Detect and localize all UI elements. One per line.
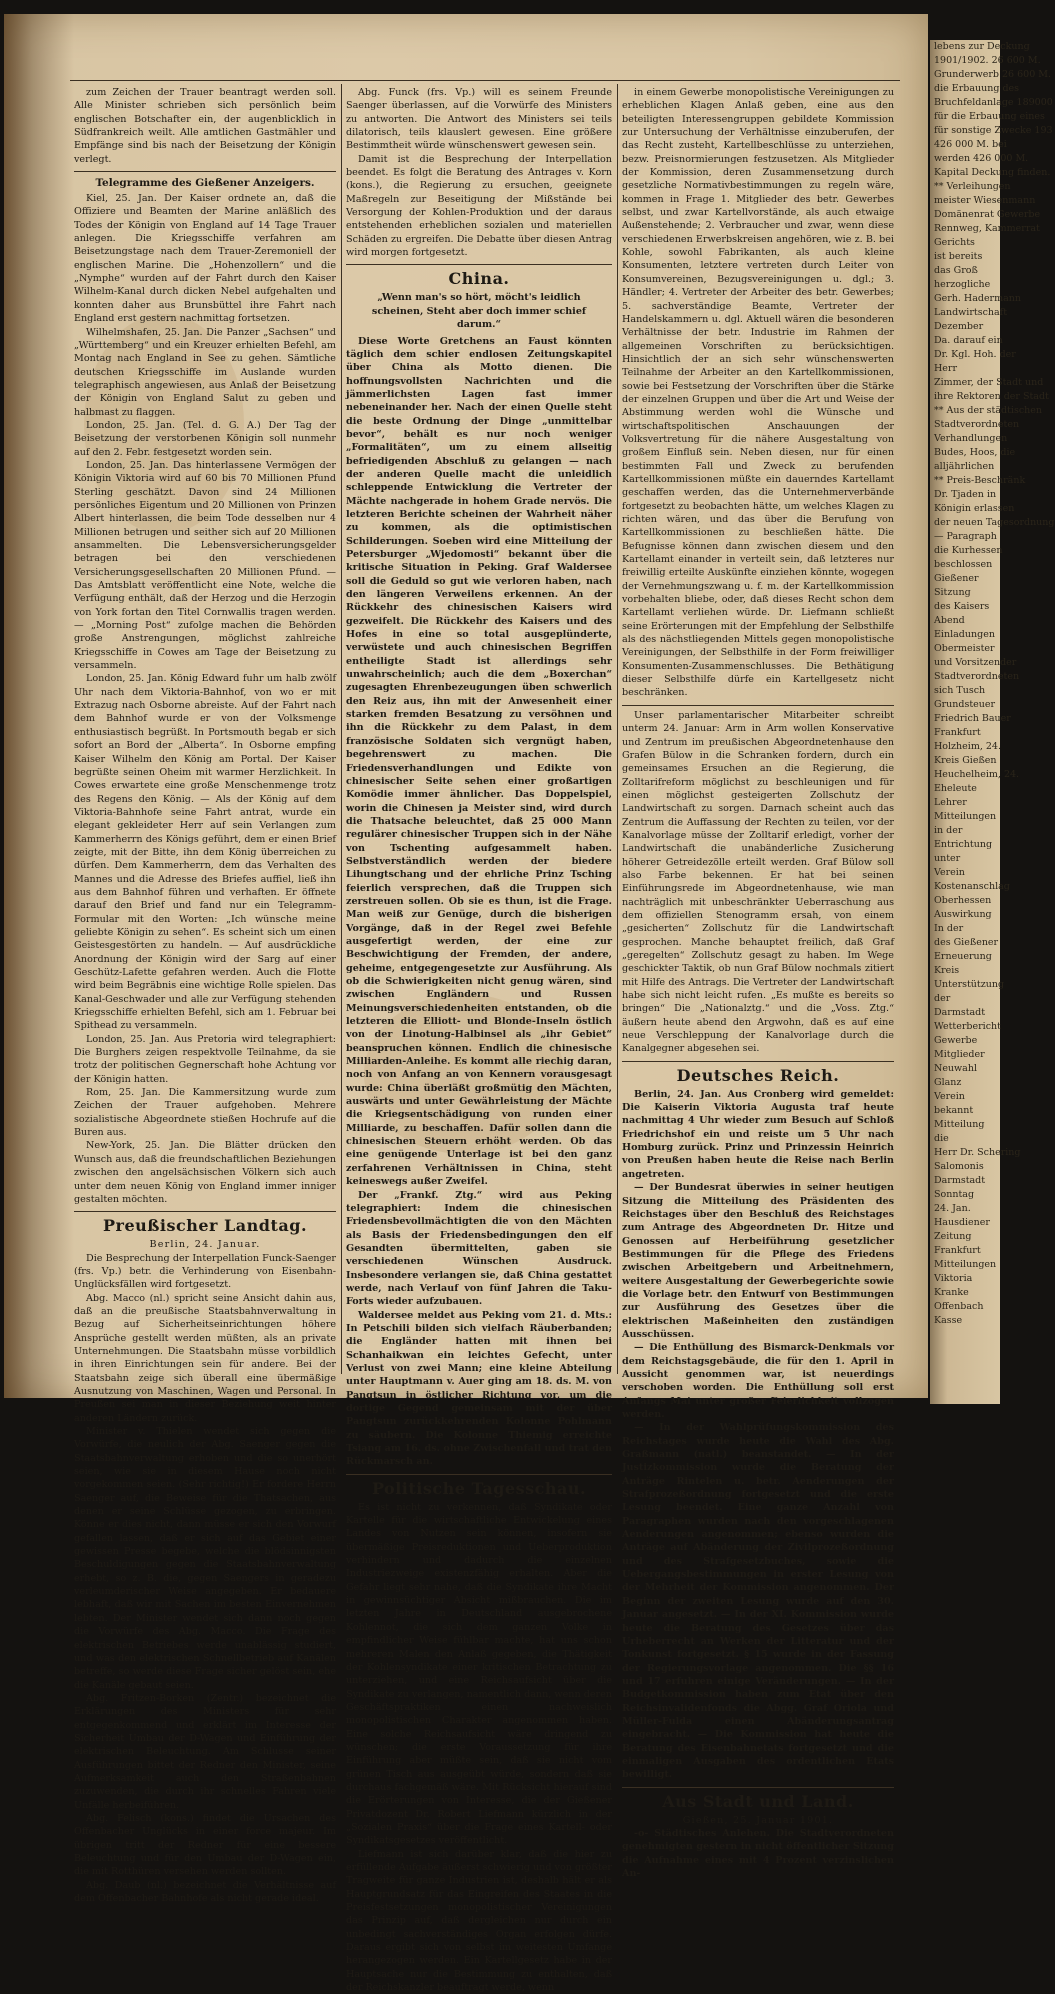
article-paragraph: — Der Bundesrat überwies in seiner heutigen Sitzung die Mitteilung des Präsidenten des Reichstages über den Beschluß des Reichstages zum Antrage des Abgeordneten Dr. Hitze und Genossen auf Herbeiführung gesetzlicher Bestimmungen für die Pflege des Friedens zwischen Arbeitgebern und Arbeitnehmern, weitere Ausgestaltung der Gewerbegerichte sowie die Vorlage betr. den Entwurf von Bestimmungen zur Ausführung des Gesetzes über die elektrischen Maßeinheiten den zuständigen Ausschüssen. [622,1182,894,1340]
article-paragraph: Abg. Daub (nl.) bezeichnet die Verhältnisse auf dem Offenbacher Bahnhofe als nicht gerade ideal. [74,1879,336,1905]
adjacent-page-line: Stadtverordneten [934,671,1020,682]
adjacent-page-line: Gewerbe [934,1035,978,1046]
dateline: Berlin, 24. Januar. [149,1239,261,1251]
adjacent-page-line: Kreis [934,965,960,976]
section-rule [622,1061,894,1062]
adjacent-page-line: Zimmer, der Stadt und [934,377,1044,388]
article-paragraph: Abg. Fritzen-Borken (Zentr.) bezeichnet die Erklärungen des Ministers für sehr entgegenkommend und erklärt im Interesse der Sicherheit Umbau der D-Wagen und Einführung der elektrischen Beleuchtung. Am Schlusse seiner Ausführungen bittet der Redner den Minister, seine Aufmerksamkeit auch den Straßenbahnen zuzuwenden, die durch ihr schnelles Fahren viele Unfälle herbeiführen. [74,1692,336,1811]
adjacent-page-line: lebens zur Deckung [934,41,1030,52]
article-paragraph: Liefmann ist sich darüber klar, daß die hier zu erfüllende Aufgabe äußerst schwierig und von größter Tragweite für ganze Industrien ist, deshalb hält er als Hauptgrundsatz für das Eingreifen des Staates in die Preisfestsetzungen monopolistischer Vereinigungen das Prinzip auf, daß dergleichen nur durch ein unbedingt sachverständiges Organ erfolgen dürfe. Daraus ergibt sich von selbst im weitesten Umfange herangezogen werden. Ein Kartellgesetz habe in der Hauptsache nur die Bestimmung zu enthalten, daß der Reichskanzler beauftragt werde, wenn [346,1848,612,1994]
article-paragraph: Der „Frankf. Ztg.“ wird aus Peking telegraphiert: Indem die chinesischen Friedensbevollmächtigten die von den Mächten als Basis der Friedensbedingungen den elf Gesandten übermittelten, gaben sie verschiedenen Wünschen Ausdruck. Insbesondere verlangen sie, daß China gestattet werde, nach Verlauf von fünf Jahren die Taku-Forts wieder aufzubauen. [346,1189,612,1308]
adjacent-page-line: der [934,993,951,1004]
article-paragraph: Kiel, 25. Jan. Der Kaiser ordnete an, daß die Offiziere und Beamten der Marine anläßlich des Todes der Königin von England auf 14 Tage Trauer anlegen. Die Kriegsschiffe verfahren am Beisetzungstage nach dem Trauer-Zeremoniell der englischen Marine. Die „Hohenzollern“ und die „Nymphe“ wurden auf der Fahrt durch den Kaiser Wilhelm-Kanal durch dicken Nebel aufgehalten und konnten daher aus Brunsbüttel ihre Fahrt nach England erst gestern nachmittag fortsetzen. [74,193,336,325]
section-rule [346,1474,612,1475]
adjacent-page-line: Kapital Deckung finden. [934,167,1051,178]
column-rule [617,84,618,1374]
article-paragraph: Diese Worte Gretchens an Faust könnten täglich dem schier endlosen Zeitungskapitel über China als Motto dienen. Die hoffnungsvollsten Nachrichten und die jämmerlichsten Lagen fast immer nebeneinander her. Nach der einen Quelle steht die beste Ordnung der Dinge „unmittelbar bevor“, behält es nur noch weniger „Formalitäten“, um zu einem allseitig befriedigenden Abschluß zu gelangen — nach der anderen Quelle macht die unleidlich schleppende Entwicklung die Vertreter der Mächte nachgerade in hohem Grade nervös. Die letzteren Berichte scheinen der Wahrheit näher zu kommen, als die optimistischen Schilderungen. Soeben wird eine Mitteilung der Petersburger „Wjedomosti“ bekannt über die kritische Situation in Peking. Graf Waldersee soll die Geduld so gut wie verloren haben, nach den längeren Verweilens erkennen. An der Rückkehr des chinesischen Kaisers wird gezweifelt. Die Rückkehr des Kaisers und des Hofes in eine so total ausgeplünderte, verwüstete und auch chinesischen Begriffen entheiligte Stadt ist allerdings sehr unwahrscheinlich; auch die dem „Boxerchan“ zugesagten Ehrenbezeugungen üben schwerlich den Reiz aus, ihn mit der Anwesenheit einer starken fremden Besatzung zu versöhnen und ihn die Rückkehr zu dem Palast, in dem französische Soldaten sich vergnügt haben, begehrenswert zu machen. Die Friedensverhandlungen und Edikte von chinesischer Seite sehen einer großartigen Komödie immer ähnlicher. Das Doppelspiel, worin die Chinesen ja Meister sind, wird durch die Thatsache beleuchtet, daß 25 000 Mann regulärer chinesischer Truppen sich in der Nähe von Tschenting aufgesammelt haben. Selbstverständlich werden der biedere Lihungtschang und der ehrliche Prinz Tsching feierlich versprechen, daß die Truppen sich zerstreuen sollen. Ob sie es thun, ist die Frage. Man weiß zur Genüge, durch die bisherigen Vorgänge, daß in der Regel zwei Befehle ausgefertigt werden, der eine zur Beschwichtigung der Fremden, der andere, geheime, entgegengesetzte zur Ausführung. Als ob die Schwierigkeiten nicht genug wären, sind zwischen Engländern und Russen Meinungsverschiedenheiten entstanden, ob die letzteren die Elliott- und Blonde-Inseln östlich von der Linotung-Halbinsel als „ihr Gebiet“ beanspruchen können. Endlich die chinesische Milliarden-Anleihe. Es kommt alle riechig daran, noch von Anfang an von Kennern vorausgesagt wurde: China überläßt großmütig den Mächten, auswärts und unter Gewährleistung der Mächte die Kriegsentschädigung von runden einer Milliarde, zu beschaffen. Dafür sollen dann die chinesischen Steuern erhöht werden. Ob das eine genügende Unterlage ist bei den ganz zerfahrenen Verhältnissen in China, steht keineswegs außer Zweifel. [346,335,612,1188]
article-paragraph: — In der Wahlprüfungskommission des Reichstages wurde heute die Wahl des Abg. Graßmann (natl.) beanstandet. — In der Justizkommission wurde die Beratung der Anträge Rintelen u. betr. Aenderungen der Strafprozeßordnung fortgesetzt und die erste Lesung beendet. Eine ganze Anzahl von Paragraphen wurden nach den vorgeschlagenen Aenderungen angenommen; ebenso wurden die Anträge auf Abänderung der Zivilprozeßordnung und des Strafgesetzbuches, sowie die Uebergangsbestimmungen in erster Lesung von der Mehrheit der Kommission angenommen. Der Beginn der zweiten Lesung wurde auf den 30. Januar angesetzt. — In der XI. Kommission wurde heute die Beratung des Gesetzes über das Urheberrecht an Werken der Litteratur und der Tonkunst fortgesetzt. § 15 wurde in der Fassung der Regierungsvorlage angenommen. Die §§ 16 und 17 erfuhren einige Veränderungen. — In der Budgetkommission haben zum Etat über den Reichsinvalidenfonds die Abgg. Graf Oriola und Müller-Fulda einen Abänderungsantrag eingebracht. — Die Kommission hat heute die Beratung des Eisenbahnetats fortgesetzt und die einmaligen Ausgaben des ordentlichen Etats bewilligt. [622,1422,894,1781]
adjacent-page-line: für sonstige Zwecke 193 [934,125,1053,136]
adjacent-page-line: Sonntag [934,1189,975,1200]
adjacent-page-line: in der [934,825,963,836]
article-paragraph: Abg. Funck (frs. Vp.) will es seinem Freunde Saenger überlassen, auf die Vorwürfe des Ministers zu antworten. Die Antwort des Ministers sei teils dilatorisch, teils klauslert gewesen. Eine größere Bestimmtheit würde wünschenswert gewesen sein. [346,87,612,152]
column-3 [622,86,894,1879]
adjacent-page-line: beschlossen [934,559,993,570]
adjacent-page-line: für die Erbauung eines [934,111,1045,122]
adjacent-page-line: Kasse [934,1315,963,1326]
article-paragraph: in einem Gewerbe monopolistische Vereinigungen zu erheblichen Klagen Anlaß geben, eine aus den beteiligten Interessengruppen gebildete Kommission zur Untersuchung der Verhältnisse einzuberufen, der das Recht zusteht, Kartellbeschlüsse zu unterziehen, bezw. Preisnormierungen festzusetzen. Als Mitglieder der Kommission, deren Zusammensetzung durch gesetzliche Normativbestimmungen zu regeln wäre, kommen in Frage 1. Mitglieder des betr. Gewerbes selbst, und zwar Kartellvorstände, als auch etwaige Außenstehende; 2. Verbraucher und zwar, wenn diese verschiedenen Erwerbskreisen angehören, wie z. B. bei Kohle, sowohl Fabrikanten, als auch kleine Konsumenten, letztere vertreten durch Leiter von Konsumvereinen, Bezugsvereinigungen u. dgl.; 3. Händler; 4. Vertreter der Arbeiter des betr. Gewerbes; 5. sachverständige Beamte, Vertreter der Handelskammern u. dgl. Aktuell wären die besonderen Verhältnisse der betr. Industrie im Rahmen der allgemeinen Vorschriften zu berücksichtigen. Hinsichtlich der an sich sehr wünschenswerten Teilnahme der Arbeiter an den Kartellkommissionen, sowie bei Festsetzung der Vorschriften über die Stärke der einzelnen Gruppen und über die Art und Weise der Abstimmung werden wohl die Wünsche und wirtschaftspolitischen Anschauungen der Volksvertretung für die nähere Ausgestaltung von großem Einfluß sein. Neben diesen, nur für einen bestimmten Fall und Zweck zu berufenden Kartellkommissionen müßte ein dauerndes Kartellamt geschaffen werden, das die Unternehmerverbände fortgesetzt zu beobachten hätte, um welches Klagen zu richten wären, und das über die Berufung von Kartellkommissionen zu beschließen hätte. Die Befugnisse können dann zwischen diesem und den Kartellamt einander in verteilt sein, daß letzteres nur freiwillig erteilte Auskünfte einziehen könnte, wogegen der Vernehmungszwang u. f. m. der Kartellkommission vorbehalten bliebe, oder, daß dieses Recht schon dem Kartellamt verliehen würde. Dr. Liefmann schließt seine Erörterungen mit der Empfehlung der Selbsthilfe als des nächstliegenden Mittels gegen monopolistische Vereinigungen, der Selbsthilfe in der Form freiwilliger Konsumenten-Zusammenschlusses. Die Bethätigung dieser Selbsthilfe dürfe ein Kartellgesetz nicht beschränken. [622,87,894,699]
adjacent-page-line: Budes, Hoos, die [934,447,1016,458]
adjacent-page-line: Kostenanschlag [934,881,1010,892]
section-heading: China. [448,269,510,289]
adjacent-page-line: des Gießener [934,937,999,948]
section-heading: Deutsches Reich. [676,1065,840,1085]
adjacent-page-line: Salomonis [934,1161,984,1172]
section-heading: Preußischer Landtag. [102,1216,308,1236]
adjacent-page-line: In der [934,923,964,934]
article-paragraph: London, 25. Jan. (Tel. d. G. A.) Der Tag der Beisetzung der verstorbenen Königin soll nunmehr auf den 2. Febr. festgesetzt worden sein. [74,419,336,458]
adjacent-page-line: Wetterbericht [934,1021,1001,1032]
adjacent-page-line: und Vorsitzender [934,657,1017,668]
adjacent-page-line: Gerichts [934,237,975,248]
adjacent-page-line: unter [934,853,961,864]
article-paragraph: Unser parlamentarischer Mitarbeiter schreibt unterm 24. Januar: Arm in Arm wollen Konservative und Zentrum im preußischen Abgeordnetenhause den Grafen Bülow in die Schranken fordern, durch ein gemeinsames Ersuchen an die Regierung, die Zolltarifreform möglichst zu beschleunigen und für einen möglichst gesteigerten Zollschutz der Landwirtschaft zu sorgen. Darnach scheint auch das Zentrum die Auffassung der Rechten zu teilen, vor der Kanalvorlage müsse der Zolltarif erledigt, vorher der Landwirtschaft die unabänderliche Zusicherung höherer Getreidezölle erteilt werden. Graf Bülow soll also Farbe bekennen. Er hat bei seinen Einführungsrede im Abgeordnetenhause, wie man nachträglich mit unbeschränkter Ueberraschung aus dem offiziellen Stenogramm ersah, von einem „gesicherten“ Zollschutz für die Landwirtschaft gesprochen. Manche behauptet freilich, daß Graf „geregelten“ Zollschutz gesagt zu haben. Im Wege geschickter Taktik, ob nun Graf Bülow nochmals zitiert mit Hilfe des Antrags. Die Vertreter der Landwirtschaft habe sich nicht leicht rufen. „Es mußte es bereits so bringen“ Die „Nationalztg.“ und die „Voss. Ztg.“ äußern heute abend den Argwohn, daß es auf eine neue Verschleppung der Kanalvorlage durch die Kanalgegner abgesehen sei. [622,709,894,1055]
adjacent-page-line: Heuchelheim, 24. [934,769,1020,780]
article-paragraph: — Die Enthüllung des Bismarck-Denkmals vor dem Reichstagsgebäude, die für den 1. April in Aussicht genommen war, ist neuerdings verschoben worden. Die Enthüllung soll erst Anfangs Mai unter großer Feierlichkeit vollzogen werden. [622,1342,894,1420]
article-paragraph: Waldersee meldet aus Peking vom 21. d. Mts.: In Petschili bilden sich vielfach Räuberbanden; die Engländer hatten mit ihnen bei Schanhaikwan ein leichtes Gefecht, unter Verlust von zwei Mann; eine kleine Abteilung unter Hauptmann v. Auer ging am 18. ds. M. von Pangtsun in östlicher Richtung vor, um die dortige Gegend gemeinsam mit der über Pangtsun zurückkehrenden Kolonne Pohlmann zu säubern. Die Kolonne Thiemig erreichte Tsiang am 16. ds. ohne Zwischenfall und trat den Rückmarsch an. [346,1309,612,1468]
article-paragraph: Abg. Macco (nl.) spricht seine Ansicht dahin aus, daß an die preußische Staatsbahnverwaltung in Bezug auf Sicherheitseinrichtungen höhere Ansprüche gestellt werden müßten, als an private Unternehmungen. Die Staatsbahn müsse vorbildlich in ihren Einrichtungen sein für andere. Bei der Staatsbahn zeige sich überall eine übermäßige Ausnutzung von Maschinen, Wagen und Personal. In Preußen sei man in dieser Beziehung weit hinter anderen Ländern zurück. [74,1292,336,1424]
article-paragraph: Damit ist die Besprechung der Interpellation beendet. Es folgt die Beratung des Antrages v. Korn (kons.), die Regierung zu ersuchen, geeignete Maßregeln zur Beseitigung der Mißstände bei Versorgung der Kohlen-Produktion und der daraus entstehenden erheblichen sozialen und materiellen Schäden zu ergreifen. Die Debatte über diesen Antrag wird morgen fortgesetzt. [346,153,612,259]
adjacent-page-line: Bruchfeldanlage 189000 [934,97,1053,108]
adjacent-page-line: Herr [934,363,957,374]
adjacent-page-line: — Paragraph [934,531,997,542]
adjacent-page-line: Eheleute [934,783,977,794]
adjacent-page-line: Gerh. Hadermann [934,293,1022,304]
adjacent-page-line: Dezember [934,321,984,332]
adjacent-page-line: Gießener [934,573,979,584]
adjacent-page-line: Verein [934,867,965,878]
adjacent-page-line: ** Aus der städtischen [934,405,1043,416]
adjacent-page-line: Einladungen [934,629,995,640]
adjacent-page-line: Hausdiener [934,1217,990,1228]
adjacent-page-line: Verhandlungen [934,433,1008,444]
adjacent-page-line: sich Tusch [934,685,986,696]
dateline: Gießen, 25. Januar 1901. [682,1814,834,1826]
adjacent-page-line: Mitteilungen [934,1259,997,1270]
section-heading: Aus Stadt und Land. [662,1791,854,1811]
adjacent-page-line: Stadtverordneten [934,419,1020,430]
adjacent-page-line: ** Preis-Beschränk [934,475,1026,486]
adjacent-page-line: 24. Jan. [934,1203,971,1214]
adjacent-page-line: Rennweg, Kammerrat [934,223,1040,234]
adjacent-page-line: Landwirtschaft [934,307,1008,318]
adjacent-page-line: Kranke [934,1287,969,1298]
adjacent-page-line: Domänenrat Gewerbe [934,209,1041,220]
section-rule [622,1787,894,1788]
motto-quote: „Wenn man's so hört, möcht's leidlich scheinen, Steht aber doch immer schief darum.“ [371,292,587,331]
article-paragraph: Berlin, 24. Jan. Aus Cronberg wird gemeldet: Die Kaiserin Viktoria Augusta traf heute nachmittag 4 Uhr wieder zum Besuch auf Schloß Friedrichshof ein und reiste um 5 Uhr nach Homburg zurück. Prinz und Prinzessin Heinrich von Preußen haben heute die Reise nach Berlin angetreten. [622,1088,894,1180]
adjacent-page-line: Mitglieder [934,1049,985,1060]
column-2 [346,86,612,1994]
section-rule [74,1211,336,1212]
adjacent-page-line: ** Verleihungen [934,181,1011,192]
adjacent-page-line: die Erbauung des [934,83,1020,94]
article-paragraph: zum Zeichen der Trauer beantragt werden soll. Alle Minister schrieben sich persönlich beim englischen Botschafter ein, der augenblicklich in Südfrankreich weilt. Alle amtlichen Gastmähler und Empfänge sind bis nach der Beisetzung der Königin verlegt. [74,87,336,165]
section-heading: Telegramme des Gießener Anzeigers. [95,177,315,190]
adjacent-page-line: meister Wiesenmann [934,195,1036,206]
adjacent-page-line: Dr. Tjaden in [934,489,997,500]
article-paragraph: -o- Städtisches Anlehen. Die Stadtverordneten genehmigten gestern in nicht öffentlicher Sitzung die Aufnahme eines mit 4 Prozent verzinslichen An- [622,1827,894,1879]
adjacent-page-line: herzogliche [934,279,991,290]
adjacent-page-line: Entrichtung [934,839,993,850]
article-paragraph: London, 25. Jan. Das hinterlassene Vermögen der Königin Viktoria wird auf 60 bis 70 Millionen Pfund Sterling geschätzt. Davon sind 24 Millionen persönliches Eigentum und 20 Millionen von Prinzen Albert hinterlassen, die beim Tode desselben nur 4 Millionen betrugen und seither sich auf 20 Millionen ansammelten. Die Lebensversicherungsgelder betragen bei den verschiedenen Versicherungsgesellschaften 20 Millionen Pfund. — Das Amtsblatt veröffentlicht eine Note, welche die Verfügung enthält, daß der Herzog und die Herzogin von York fortan den Titel Cornwallis tragen werden. — „Morning Post“ zufolge machen die Behörden große Anstrengungen, möglichst zahlreiche Kriegsschiffe in Cowes am Tage der Beisetzung zu versammeln. [74,459,336,672]
article-paragraph: Minister v. Thielen wendet sich gegen die Vorwürfe, die neulich der Abg. Saenger gegen die Staatsbahnverwaltung erhoben und die so unerhört seien, wie sie in diesem Hause noch nicht vorgekommen seien. (Sehr richtig!) Er fordere Herrn Saenger auf, die Beweise für die Thatsachen, aus denen er seine Schlüsse gezogen, zu erbringen. Könne er dies nicht, dann müsse er sich den Vorwurf gefallen lassen, daß er sich auf das Gebiet einer gewissen Presse begebe, welche die blödsinnigsten Beschuldigungen gegen die Staatsbahnverwaltung erhebt, so z. B. die, gegen Saengers in geradezu verleumderischer Weise angegeben. Er bedauere lebhaft, daß wir mit Sachen im besten Einvernehmen lebten. Der Minister wendet sich dann noch gegen die Vorwürfe des Abg. Macco. Die Frage des elektrischen Betriebes werde unablässig studiert, und was den elektrischen Schnellbetrieb auf Kanälen betreffe, so werde diese Frage sicher gelöst sein, ehe die Kanäle gebaut seien. [74,1426,336,1691]
adjacent-page-line: Abend [934,615,965,626]
adjacent-page-line: Offenbach [934,1301,984,1312]
adjacent-page-line: Kreis Gießen [934,755,997,766]
column-1 [74,86,336,1905]
adjacent-page-line: Mitteilungen [934,811,997,822]
section-rule [346,264,612,265]
adjacent-page-line: Glanz [934,1077,962,1088]
adjacent-page-line: Grundsteuer [934,699,996,710]
adjacent-page-line: Lehrer [934,797,967,808]
adjacent-page-line: 1901/1902. 26 600 M. [934,55,1041,66]
adjacent-page-line: ist bereits [934,251,983,262]
article-paragraph: New-York, 25. Jan. Die Blätter drücken den Wunsch aus, daß die freundschaftlichen Beziehungen zwischen den angelsächsischen Völkern sich auch unter dem neuen König von England immer inniger gestalten möchten. [74,1140,336,1205]
adjacent-page-line: die Kurhessen [934,545,1003,556]
adjacent-page-line: bekannt [934,1105,974,1116]
adjacent-page-line: Mitteilung [934,1119,985,1130]
article-paragraph: Abg. Felisch (kons.) findet die Ursachen des Offenbacher Unglücks in einer force majeur. Im übrigen tritt der Redner für eine bessere Beleuchtung und für den Umbau der D-Wagen ein, die mit Rotthüren versehen werden sollten. [74,1812,336,1878]
adjacent-page-line: Obermeister [934,643,995,654]
adjacent-page-line: Viktoria [934,1273,973,1284]
adjacent-page-line: Holzheim, 24. [934,741,1001,752]
article-paragraph: Rom, 25. Jan. Die Kammersitzung wurde zum Zeichen der Trauer aufgehoben. Mehrere sozialistische Abgeordnete stießen Hochrufe auf die Buren aus. [74,1087,336,1139]
adjacent-page-line: Oberhessen [934,895,992,906]
adjacent-page-line: Neuwahl [934,1063,978,1074]
adjacent-page-line: der neuen Tagesordnung [934,517,1055,528]
adjacent-page-line: 426 000 M. bei [934,139,1007,150]
adjacent-page-line: Herr Dr. Schering [934,1147,1021,1158]
adjacent-page-line: Erneuerung [934,951,992,962]
adjacent-page-line: Frankfurt [934,727,981,738]
adjacent-page-line: werden 426 000 M. [934,153,1029,164]
adjacent-page-line: Friedrich Bauer [934,713,1011,724]
article-paragraph: London, 25. Jan. König Edward fuhr um halb zwölf Uhr nach dem Viktoria-Bahnhof, von wo er mit Extrazug nach Osborne abreiste. Auf der Fahrt nach dem Bahnhof wurde er von der Volksmenge enthusiastisch begrüßt. In Portsmouth begab er sich sofort an Bord der „Alberta“. In Osborne empfing Kaiser Wilhelm den König am Portal. Der Kaiser begrüßte seinen Oheim mit warmer Herzlichkeit. In Cowes erwartete eine große Menschenmenge trotz des Regens den König. — Als der König auf dem Viktoria-Bahnhofe seine Fahrt antrat, wurde ein elegant gekleideter Herr auf sein Verlangen zum Kammerherrn des Königs geführt, dem er einen Brief zeigte, mit der Bitte, ihn dem König überreichen zu dürfen. Dem Kammerherrn, dem das Verhalten des Mannes und die Adresse des Briefes auffiel, ließ ihn aus dem Bahnhof führen und verhaften. Er öffnete darauf den Brief und fand nur ein Telegramm-Formular mit den Worten: „Ich wünsche meine geliebte Königin zu sehen“. Es scheint sich um einen Geistesgestörten zu handeln. — Auf ausdrückliche Anordnung der Königin wird der Sarg auf einer Geschütz-Lafette gefahren werden. Auch die Flotte wird beim Begräbnis eine wichtige Rolle spielen. Das Kanal-Geschwader und alle zur Verfügung stehenden Kriegsschiffe erhielten Befehl, sich am 1. Februar bei Spithead zu versammeln. [74,673,336,1032]
column-rule [341,84,342,1374]
adjacent-page-edge [930,40,1055,1404]
adjacent-page-line: Darmstadt [934,1175,986,1186]
adjacent-page-line: das Groß [934,265,978,276]
article-paragraph: Wilhelmshafen, 25. Jan. Die Panzer „Sachsen“ und „Württemberg“ und ein Kreuzer erhielten Befehl, am Montag nach England in See zu gehen. Sämtliche deutschen Kriegsschiffe im Auslande wurden telegraphisch angewiesen, aus Anlaß der Beisetzung der Königin von England Salut zu geben und halbmast zu flaggen. [74,326,336,418]
adjacent-page-line: ihre Rektoren der Stadt [934,391,1049,402]
section-heading: Politische Tagesschau. [371,1478,587,1498]
section-rule [622,705,894,706]
adjacent-page-line: Frankfurt [934,1245,981,1256]
adjacent-page-line: Verein [934,1091,965,1102]
adjacent-page-line: Sitzung [934,587,971,598]
adjacent-page-line: des Kaisers [934,601,990,612]
section-rule [74,171,336,172]
adjacent-page-line: Auswirkung [934,909,992,920]
article-paragraph: Die Besprechung der Interpellation Funck-Saenger (frs. Vp.) betr. die Verhinderung von Eisenbahn-Unglücksfällen wird fortgesetzt. [74,1252,336,1291]
adjacent-page-line: Zeitung [934,1231,972,1242]
adjacent-page-line: Unterstützung [934,979,1005,990]
adjacent-page-line: alljährlichen [934,461,995,472]
adjacent-page-line: Dr. Kgl. Hoh. der [934,349,1016,360]
article-paragraph: Es ist nicht zu verkennen, daß Syndikate oder Kartelle für die wirtschaftliche Entwickelung eines Landes von Nutzen sein können, insofern sie übermäßige Preisreduktionen und Ueberproduktion verhindern und dadurch die einzelnen Industriezweige existenzfähig erhalten. Aber die Gefahr liegt sehr nahe, daß die Syndikate ihre Macht in gewinnsüchtiger Absicht mißbrauchen. Die im letzten Jahre in Deutschland ausgebrochene Kohlennot, die sich dem ganzen Volke in empfindlicher Weise fühlbar machte, hat uns schon mehreren Malen den Anlaß gegeben, die Thätigkeit der Kohlensyndikate einer kritischen Betrachtung zu unterziehen, und eine Reichsaufsicht über die Syndikate zu verlangen, namentlich dann, wenn deren Geschäftspraktiken einen nachweislich monopolistischen Charakter angenommen haben. Eine solche Reichsaufsicht wäre dringend zu wünschen; die erste Voraussetzung für ihre Einführung aber müßte sein, daß sie nicht vom grünen Tisch aus ausgeübt würde, sondern daß sie durchaus fachgemäß wäre. Mit Rücksicht hierauf sind die Erörterungen von Interesse, die der Gießener Privatdozent Dr. Robert Liefmann kürzlich in der „Sozialen Praxis“ über die Frage eines Kartell- oder Syndikatsgesetzes veröffentlicht. [346,1501,612,1847]
adjacent-page-line: die [934,1133,949,1144]
adjacent-page-line: Königin erlassen [934,503,1015,514]
adjacent-page-line: Da. darauf ein [934,335,1003,346]
article-paragraph: London, 25. Jan. Aus Pretoria wird telegraphiert: Die Burghers zeigen respektvolle Teilnahme, da sie trotz der politischen Gegnerschaft hohe Achtung vor der Königin hatten. [74,1033,336,1085]
adjacent-page-line: Grunderwerb 26 600 M. [934,69,1052,80]
adjacent-page-line: Darmstadt [934,1007,986,1018]
top-rule [70,80,900,81]
